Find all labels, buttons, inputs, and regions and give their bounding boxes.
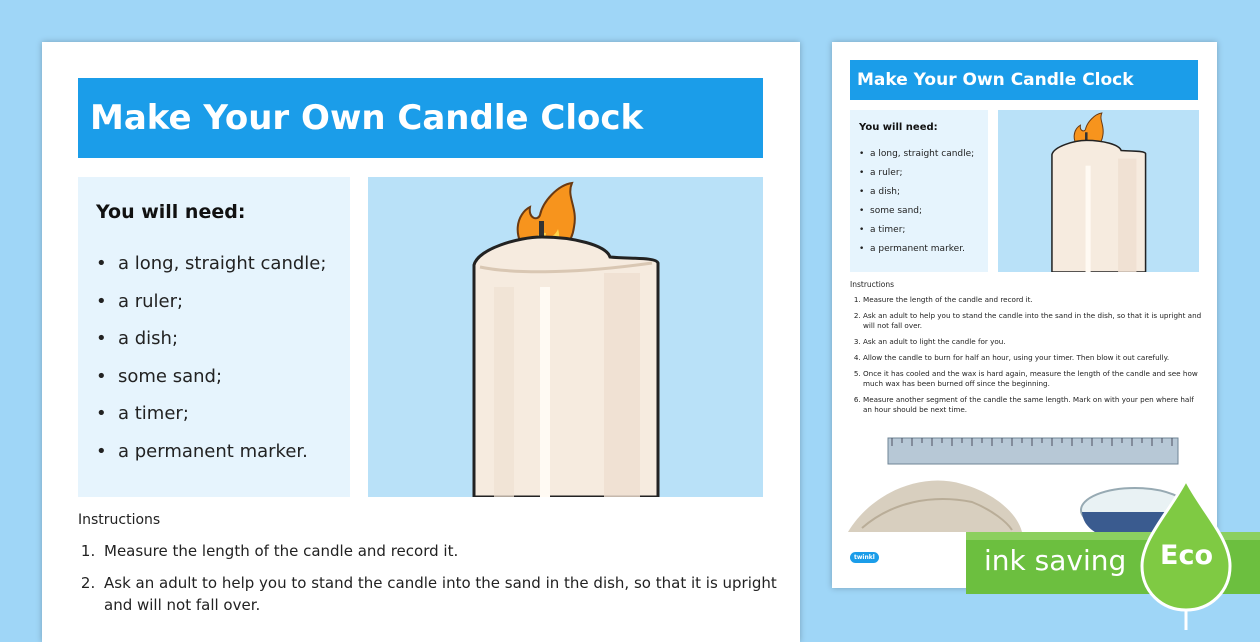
list-item: 5. Once it has cooled and the wax is hard again, measure the length of the candle and see how much wax has been burned off since the beginning. xyxy=(863,369,1202,389)
page-title-small: Make Your Own Candle Clock xyxy=(850,60,1198,100)
list-item: 1. Measure the length of the candle and record it. xyxy=(100,540,778,562)
materials-list xyxy=(96,245,332,470)
you-will-need-heading-small: You will need: xyxy=(859,122,938,133)
list-item: 4. Allow the candle to burn for half an hour, using your timer. Then blow it out carefully. xyxy=(863,353,1202,363)
list-item: 1. Measure the length of the candle and record it. xyxy=(863,295,1202,305)
list-item: 3. Ask an adult to light the candle for you. xyxy=(863,337,1202,347)
you-will-need-heading: You will need: xyxy=(96,201,246,223)
list-item: • a dish; xyxy=(96,320,332,358)
list-item: • a timer; xyxy=(859,221,979,240)
list-item: • a long, straight candle; xyxy=(859,145,979,164)
instructions-heading: Instructions xyxy=(78,512,161,528)
list-item: • a ruler; xyxy=(859,164,979,183)
list-item: • a dish; xyxy=(859,183,979,202)
materials-list-small xyxy=(859,145,979,259)
ink-saving-eco-badge xyxy=(966,470,1260,630)
list-item: • a timer; xyxy=(96,395,332,433)
list-item: • some sand; xyxy=(96,358,332,396)
eco-label: Eco xyxy=(1160,540,1213,571)
page-title: Make Your Own Candle Clock xyxy=(78,78,763,158)
instructions-heading-small: Instructions xyxy=(850,280,895,289)
candle-illustration-small xyxy=(998,110,1199,272)
worksheet-page-large xyxy=(42,42,800,642)
instructions-section-small xyxy=(850,280,1202,421)
you-will-need-box-small xyxy=(850,110,988,272)
list-item: 2. Ask an adult to help you to stand the candle into the sand in the dish, so that it is upright and will not fall over. xyxy=(863,311,1202,331)
ink-saving-label: ink saving xyxy=(984,544,1127,577)
list-item: • a permanent marker. xyxy=(96,433,332,471)
candle-illustration xyxy=(368,177,763,497)
list-item: • some sand; xyxy=(859,202,979,221)
list-item: • a ruler; xyxy=(96,283,332,321)
list-item: 6. Measure another segment of the candle the same length. Mark on with your pen where half an hour should be next time. xyxy=(863,395,1202,415)
you-will-need-box xyxy=(78,177,350,497)
list-item: • a permanent marker. xyxy=(859,240,979,259)
list-item: • a long, straight candle; xyxy=(96,245,332,283)
list-item: 2. Ask an adult to help you to stand the candle into the sand in the dish, so that it is upright and will not fall over. xyxy=(100,572,778,616)
instructions-list-small xyxy=(850,295,1202,415)
instructions-list xyxy=(78,540,778,616)
instructions-section xyxy=(78,512,778,626)
brand-badge: twinkl xyxy=(850,552,879,563)
ruler-icon xyxy=(888,438,1178,464)
